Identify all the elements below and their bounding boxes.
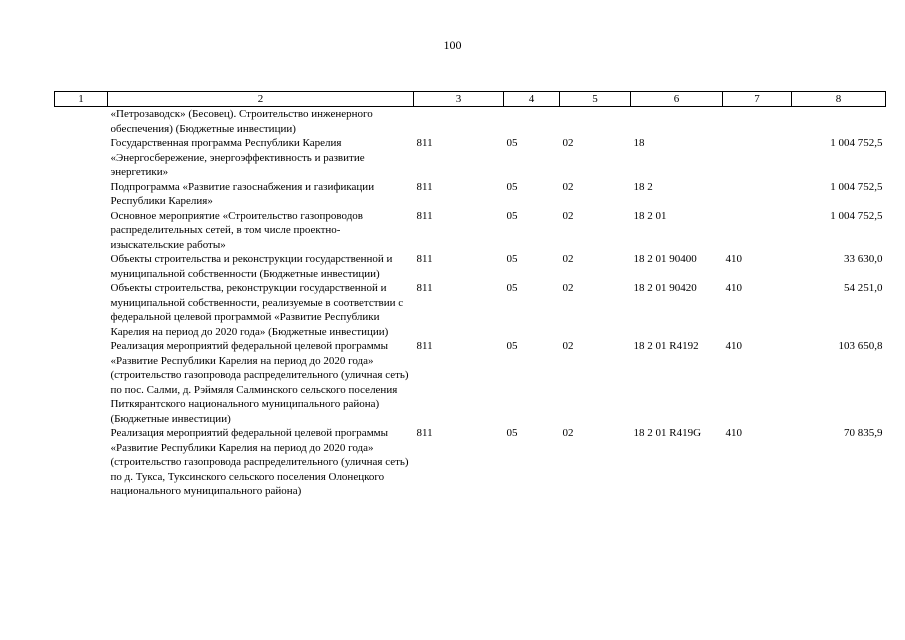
cell-subsection-code (560, 107, 631, 137)
cell-expense-type (723, 209, 792, 253)
table-row (55, 136, 886, 180)
cell-item-name: Подпрограмма «Развитие газоснабжения и газификации Республики Карелия» (110, 180, 375, 207)
cell-item-name: Реализация мероприятий федеральной целевой программы «Развитие Республики Карелия на период до 2020 года» (строительство газопровода распределительного (уличная сеть) по д. Тукса, Туксинского сельского поселения Олонецкого национального муниципального района) (110, 427, 409, 497)
column-header: 4 (504, 92, 560, 107)
cell-row-number (55, 252, 108, 281)
cell-section-code: 05 (506, 137, 518, 149)
cell-row-number (55, 136, 108, 180)
cell-section-code (504, 107, 560, 137)
cell-expense-type (723, 180, 792, 209)
cell-amount: 1 004 752,5 (830, 209, 883, 222)
cell-row-number (55, 180, 108, 209)
column-header: 2 (108, 92, 414, 107)
cell-section-code: 05 (506, 340, 518, 352)
cell-item-name: «Петрозаводск» (Бесовец). Строительство инженерного обеспечения) (Бюджетные инвестиции) (110, 108, 373, 135)
cell-department-code: 811 (416, 180, 433, 193)
table-row (55, 252, 886, 281)
cell-row-number (55, 107, 108, 137)
column-header: 5 (560, 92, 631, 107)
cell-row-number (55, 339, 108, 426)
cell-expense-type: 410 (725, 282, 742, 294)
cell-subsection-code: 02 (562, 137, 574, 149)
column-header: 6 (631, 92, 723, 107)
cell-item-name: Объекты строительства и реконструкции государственной и муниципальной собственности (Бюджетные инвестиции) (110, 253, 393, 280)
cell-department-code (414, 107, 504, 137)
cell-item-name: Объекты строительства, реконструкции государственной и муниципальной собственности, реализуемые в соответствии с федеральной целевой программой «Развитие Республики Карелия на период до 2020 года» (Бюджетные инвестиции) (110, 282, 404, 338)
cell-item-name: Реализация мероприятий федеральной целевой программы «Развитие Республики Карелия на период до 2020 года» (строительство газопровода распределительного (уличная сеть) по пос. Салми, д. Рэймяля Салминского сельского поселения Питкярантского национального муниципального района) (Бюджетные инвестиции) (110, 340, 409, 425)
cell-department-code: 811 (416, 340, 433, 352)
cell-item-name: Государственная программа Республики Карелия «Энергосбережение, энергоэффективность и развитие энергетики» (110, 137, 365, 178)
cell-expense-type (723, 136, 792, 180)
cell-subsection-code: 02 (562, 180, 574, 193)
column-header: 7 (723, 92, 792, 107)
cell-target-article: 18 2 01 90420 (633, 282, 697, 294)
cell-item-name: Основное мероприятие «Строительство газопроводов распределительных сетей, в том числе проектно-изыскательские работы» (110, 209, 363, 251)
cell-row-number (55, 281, 108, 339)
cell-section-code: 05 (506, 253, 518, 265)
cell-subsection-code: 02 (562, 282, 574, 294)
table-row (55, 107, 886, 137)
cell-expense-type: 410 (725, 427, 742, 439)
cell-expense-type: 410 (725, 253, 742, 265)
column-header: 3 (414, 92, 504, 107)
table-row (55, 281, 886, 339)
table-row (55, 426, 886, 499)
cell-amount (792, 107, 886, 137)
cell-row-number (55, 426, 108, 499)
cell-subsection-code: 02 (562, 209, 574, 222)
cell-amount: 1 004 752,5 (830, 137, 883, 149)
column-header: 8 (792, 92, 886, 107)
cell-subsection-code: 02 (562, 253, 574, 265)
cell-amount: 103 650,8 (838, 340, 883, 352)
cell-section-code: 05 (506, 427, 518, 439)
table-row (55, 339, 886, 426)
page-number: 100 (443, 38, 462, 52)
cell-amount: 33 630,0 (844, 253, 883, 265)
cell-department-code: 811 (416, 137, 433, 149)
cell-subsection-code: 02 (562, 427, 574, 439)
cell-target-article: 18 2 01 (633, 209, 667, 222)
cell-department-code: 811 (416, 209, 433, 222)
cell-section-code: 05 (506, 209, 518, 222)
cell-expense-type (723, 107, 792, 137)
cell-target-article: 18 2 (633, 180, 653, 193)
cell-amount: 1 004 752,5 (830, 180, 883, 193)
table-row (55, 180, 886, 209)
cell-amount: 70 835,9 (844, 427, 883, 439)
table-header-row (55, 92, 886, 107)
cell-section-code: 05 (506, 282, 518, 294)
cell-section-code: 05 (506, 180, 518, 193)
cell-target-article: 18 2 01 90400 (633, 253, 697, 265)
cell-target-article: 18 2 01 R419G (633, 427, 702, 439)
cell-department-code: 811 (416, 427, 433, 439)
cell-subsection-code: 02 (562, 340, 574, 352)
cell-target-article (631, 107, 723, 137)
cell-target-article: 18 2 01 R4192 (633, 340, 699, 352)
cell-expense-type: 410 (725, 340, 742, 352)
cell-amount: 54 251,0 (844, 282, 883, 294)
cell-row-number (55, 209, 108, 253)
budget-table (54, 91, 886, 499)
cell-department-code: 811 (416, 253, 433, 265)
cell-target-article: 18 (633, 137, 645, 149)
cell-department-code: 811 (416, 282, 433, 294)
column-header: 1 (55, 92, 108, 107)
table-row (55, 209, 886, 253)
